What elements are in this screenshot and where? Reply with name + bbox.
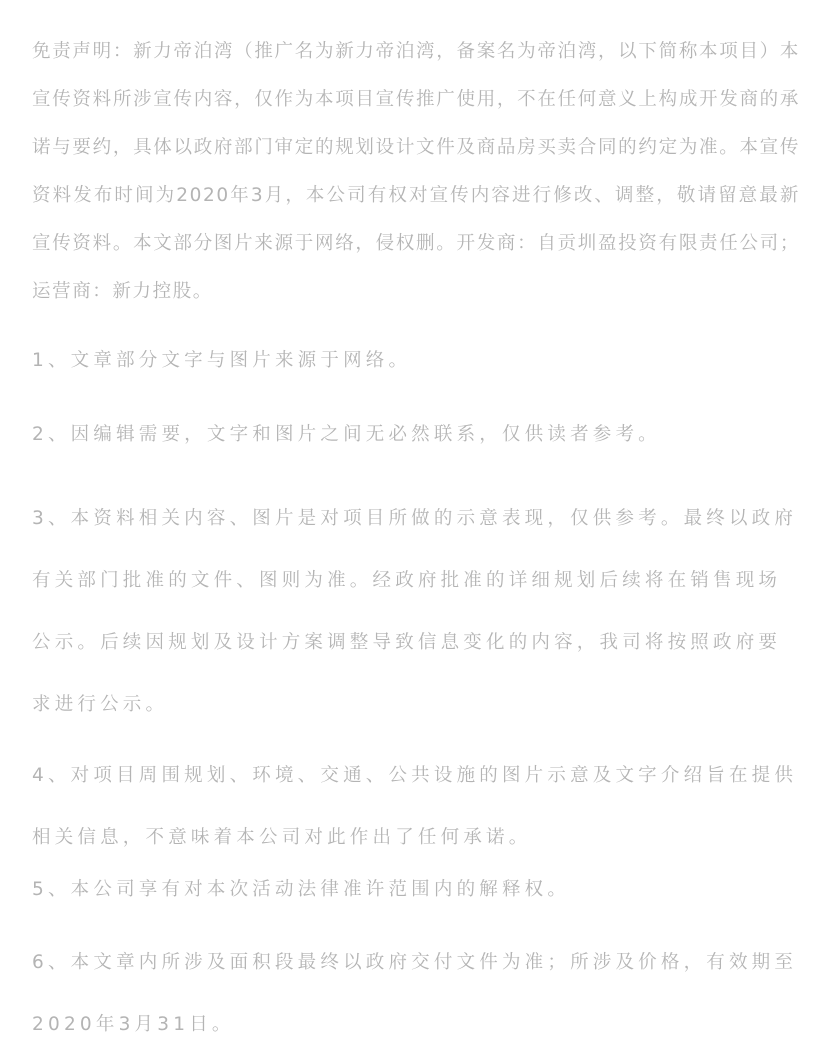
note-item-4: 4、对项目周围规划、环境、交通、公共设施的图片示意及文字介绍旨在提供相关信息，不意味着本公司对此作出了任何承诺。 [32, 765, 798, 848]
disclaimer-page [32, 0, 800, 1035]
note-item-5: 5、本公司享有对本次活动法律准许范围内的解释权。 [32, 879, 571, 900]
note-item-1: 1、文章部分文字与图片来源于网络。 [32, 350, 412, 371]
note-item-6: 6、本文章内所涉及面积段最终以政府交付文件为准；所涉及价格，有效期至2020年3月31日。 [32, 952, 798, 1035]
note-item-2: 2、因编辑需要，文字和图片之间无必然联系，仅供读者参考。 [32, 424, 661, 445]
disclaimer-paragraph: 免责声明：新力帝泊湾（推广名为新力帝泊湾，备案名为帝泊湾，以下简称本项目）本宣传资料所涉宣传内容，仅作为本项目宣传推广使用，不在任何意义上构成开发商的承诺与要约，具体以政府部门审定的规划设计文件及商品房买卖合同的约定为准。本宣传资料发布时间为2020年3月，本公司有权对宣传内容进行修改、调整，敬请留意最新宣传资料。本文部分图片来源于网络，侵权删。开发商：自贡圳盈投资有限责任公司；运营商：新力控股。 [32, 41, 800, 302]
note-item-3: 3、本资料相关内容、图片是对项目所做的示意表现，仅供参考。最终以政府有关部门批准的文件、图则为准。经政府批准的详细规划后续将在销售现场公示。后续因规划及设计方案调整导致信息变化的内容，我司将按照政府要求进行公示。 [32, 508, 798, 715]
